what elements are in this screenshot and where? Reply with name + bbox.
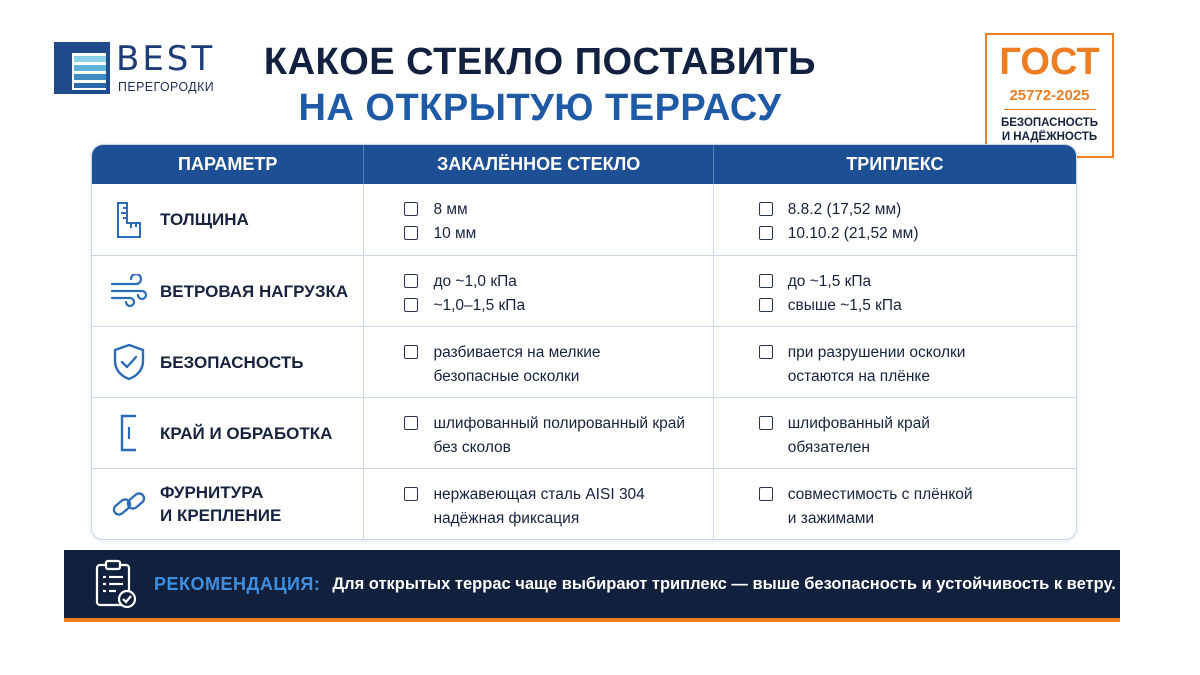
option-text-line: шлифованный полированный край <box>433 415 686 432</box>
option-checkbox[interactable] <box>404 298 418 312</box>
option-text-line: обязателен <box>787 439 870 456</box>
option-text <box>788 222 919 246</box>
triplex-cell <box>713 469 1076 539</box>
table-row <box>92 255 1076 326</box>
chain-link-icon <box>104 481 154 527</box>
logo-subtitle: ПЕРЕГОРОДКИ <box>118 79 215 94</box>
tempered-glass-cell <box>363 469 712 539</box>
option-text <box>788 198 902 222</box>
parameter-label <box>160 481 281 527</box>
parameter-label-line: ТОЛЩИНА <box>160 210 249 229</box>
option-item <box>404 412 712 460</box>
parameter-label <box>160 208 249 231</box>
option-list <box>714 327 1076 389</box>
tempered-glass-cell <box>363 398 712 468</box>
option-checkbox[interactable] <box>759 202 773 216</box>
option-item <box>759 412 1076 460</box>
option-item <box>759 198 1076 222</box>
ruler-icon <box>104 197 154 243</box>
recommendation-text: Для открытых террас чаще выбирают триплекс — выше безопасность и устойчивость к ветру. <box>332 574 1116 593</box>
option-text-line: свыше ~1,5 кПа <box>787 297 902 314</box>
triplex-cell <box>713 398 1076 468</box>
option-text-line: шлифованный край <box>787 415 930 432</box>
option-text-line: разбивается на мелкие <box>433 344 601 361</box>
option-list <box>714 398 1076 460</box>
tempered-glass-cell <box>363 184 712 255</box>
table-row <box>92 468 1076 539</box>
clipboard-check-icon <box>94 559 138 609</box>
table-header <box>92 145 1076 184</box>
logo-name: BEST <box>116 39 216 79</box>
parameter-label-line: КРАЙ И ОБРАБОТКА <box>160 423 333 443</box>
edge-bracket-icon <box>104 410 154 456</box>
option-checkbox[interactable] <box>404 226 418 240</box>
option-checkbox[interactable] <box>759 274 773 288</box>
option-checkbox[interactable] <box>759 345 773 359</box>
gost-badge <box>985 33 1114 158</box>
option-text-line: без сколов <box>433 439 511 456</box>
table-row <box>92 397 1076 468</box>
option-list <box>364 469 712 531</box>
header-tempered-glass: ЗАКАЛЁННОЕ СТЕКЛО <box>363 145 712 184</box>
logo-mark-icon <box>54 42 110 94</box>
option-checkbox[interactable] <box>759 487 773 501</box>
option-item <box>759 483 1076 531</box>
gost-badge-title: ГОСТ <box>999 41 1100 83</box>
option-checkbox[interactable] <box>404 274 418 288</box>
option-text <box>788 270 871 294</box>
option-item <box>759 270 1076 294</box>
option-item <box>404 341 712 389</box>
option-text-line: до ~1,5 кПа <box>787 273 872 290</box>
recommendation-label: РЕКОМЕНДАЦИЯ: <box>154 573 321 594</box>
table-row <box>92 184 1076 255</box>
option-list <box>714 256 1076 318</box>
option-text-line: 10 мм <box>433 225 477 242</box>
option-text-line: 8 мм <box>433 201 468 218</box>
option-text <box>433 198 467 222</box>
option-item <box>404 294 712 318</box>
option-text-line: надёжная фиксация <box>433 510 580 527</box>
option-text-line: нержавеющая сталь AISI 304 <box>433 486 645 503</box>
page-title-line-1: КАКОЕ СТЕКЛО ПОСТАВИТЬ <box>263 41 817 83</box>
option-text-line: безопасные осколки <box>433 368 580 385</box>
table-row <box>92 326 1076 397</box>
parameter-cell <box>92 184 363 255</box>
option-item <box>759 222 1076 246</box>
option-text-line: до ~1,0 кПа <box>433 273 517 290</box>
option-checkbox[interactable] <box>404 202 418 216</box>
parameter-label <box>160 422 332 445</box>
tempered-glass-cell <box>363 327 712 397</box>
header-triplex: ТРИПЛЕКС <box>713 145 1076 184</box>
gost-badge-note-2: И НАДЁЖНОСТЬ <box>1001 131 1098 143</box>
wind-icon <box>104 268 154 314</box>
option-list <box>364 256 712 318</box>
page-title-line-2: НА ОТКРЫТУЮ ТЕРРАСУ <box>298 87 782 129</box>
triplex-cell <box>713 184 1076 255</box>
option-item <box>404 222 712 246</box>
parameter-label <box>160 351 304 374</box>
option-text <box>433 483 644 531</box>
option-checkbox[interactable] <box>404 487 418 501</box>
parameter-cell <box>92 398 363 468</box>
option-list <box>714 184 1076 246</box>
option-text <box>788 294 902 318</box>
option-text <box>788 412 930 460</box>
option-text-line: при разрушении осколки <box>787 344 966 361</box>
triplex-cell <box>713 256 1076 326</box>
option-checkbox[interactable] <box>759 226 773 240</box>
option-text-line: ~1,0–1,5 кПа <box>433 297 526 314</box>
option-list <box>364 398 712 460</box>
option-text <box>788 341 966 389</box>
option-text <box>433 222 476 246</box>
option-text-line: 10.10.2 (21,52 мм) <box>787 225 919 242</box>
triplex-cell <box>713 327 1076 397</box>
table-body <box>92 184 1076 539</box>
option-list <box>714 469 1076 531</box>
option-text <box>433 341 600 389</box>
option-item <box>759 294 1076 318</box>
option-text-line: остаются на плёнке <box>787 368 931 385</box>
gost-badge-divider <box>1004 109 1096 110</box>
parameter-cell <box>92 327 363 397</box>
option-list <box>364 184 712 246</box>
parameter-label-line: И КРЕПЛЕНИЕ <box>160 506 282 525</box>
option-text-line: совместимость с плёнкой <box>787 486 973 503</box>
parameter-label-line: БЕЗОПАСНОСТЬ <box>160 352 304 372</box>
tempered-glass-cell <box>363 256 712 326</box>
brand-logo <box>54 40 224 96</box>
parameter-cell <box>92 469 363 539</box>
option-list <box>364 327 712 389</box>
option-checkbox[interactable] <box>759 416 773 430</box>
option-item <box>404 483 712 531</box>
parameter-label-line: ФУРНИТУРА <box>160 483 264 502</box>
gost-badge-note-1: БЕЗОПАСНОСТЬ <box>1000 117 1099 129</box>
option-item <box>404 198 712 222</box>
gost-badge-number: 25772-2025 <box>1009 87 1090 104</box>
option-text <box>788 483 973 531</box>
comparison-table <box>91 144 1077 540</box>
recommendation-bar <box>64 550 1120 622</box>
option-item <box>404 270 712 294</box>
parameter-label <box>160 280 348 303</box>
option-item <box>759 341 1076 389</box>
option-text <box>433 412 685 460</box>
option-text <box>433 270 516 294</box>
parameter-label-line: ВЕТРОВАЯ НАГРУЗКА <box>160 281 349 301</box>
option-checkbox[interactable] <box>759 298 773 312</box>
header-parameter: ПАРАМЕТР <box>178 154 278 174</box>
option-text-line: и зажимами <box>787 510 875 527</box>
option-text <box>433 294 525 318</box>
shield-check-icon <box>104 339 154 385</box>
option-checkbox[interactable] <box>404 345 418 359</box>
option-text-line: 8.8.2 (17,52 мм) <box>787 201 902 218</box>
parameter-cell <box>92 256 363 326</box>
option-checkbox[interactable] <box>404 416 418 430</box>
